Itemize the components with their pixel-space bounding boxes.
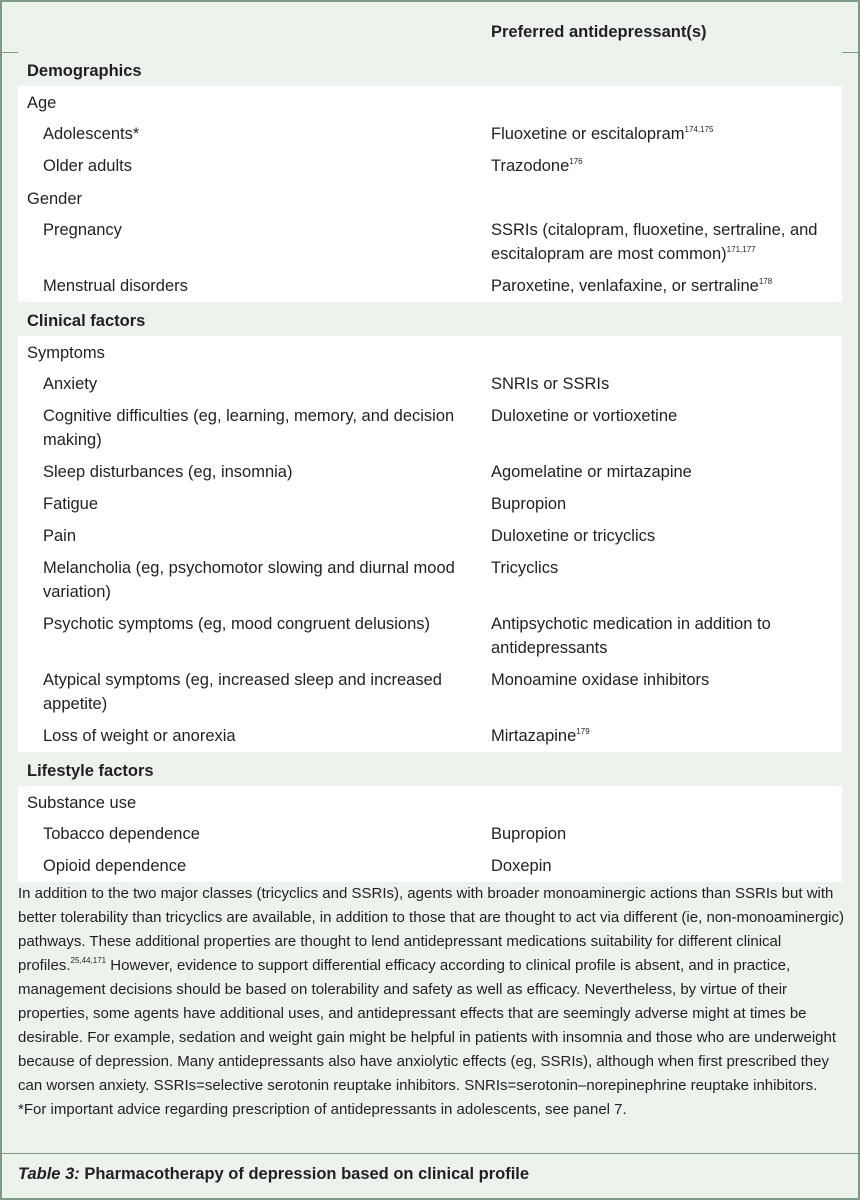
row-factor: Opioid dependence xyxy=(43,857,187,875)
row-factor: Anxiety xyxy=(43,375,98,393)
table-row xyxy=(18,400,842,456)
caption-label: Table 3: xyxy=(18,1165,80,1183)
drug-refs: 176 xyxy=(569,157,583,166)
row-factor: Tobacco dependence xyxy=(43,825,200,843)
drug-text: SNRIs or SSRIs xyxy=(491,375,610,393)
caption-text: Pharmacotherapy of depression based on clinical profile xyxy=(79,1165,530,1183)
table-row xyxy=(18,368,842,400)
drug-text: Fluoxetine or escitalopram xyxy=(491,125,685,143)
drug-text: Monoamine oxidase inhibitors xyxy=(491,671,710,689)
subgroup-heading: Gender xyxy=(18,182,842,214)
row-drug xyxy=(491,218,836,266)
table-row xyxy=(18,270,842,302)
drug-refs: 178 xyxy=(758,277,773,286)
row-drug xyxy=(491,854,836,878)
table-row xyxy=(18,150,842,182)
row-factor: Older adults xyxy=(43,157,132,175)
row-factor: Atypical symptoms (eg, increased sleep and increased appetite) xyxy=(43,671,442,713)
section-heading: Lifestyle factors xyxy=(18,752,842,786)
table-row xyxy=(18,608,842,664)
footnote-refs: 25,44,171 xyxy=(70,956,107,965)
table-row xyxy=(18,850,842,882)
table-row xyxy=(18,720,842,752)
table-row xyxy=(18,456,842,488)
table-row xyxy=(18,818,842,850)
drug-refs: 179 xyxy=(576,727,590,736)
table-row xyxy=(18,552,842,608)
table-footnote xyxy=(18,882,848,1122)
row-drug xyxy=(491,372,836,396)
row-factor: Adolescents* xyxy=(43,125,140,143)
row-drug xyxy=(491,556,836,580)
row-factor: Cognitive difficulties (eg, learning, memory, and decision making) xyxy=(43,407,455,449)
drug-text: Agomelatine or mirtazapine xyxy=(491,463,692,481)
row-factor: Pain xyxy=(43,527,77,545)
row-factor: Psychotic symptoms (eg, mood congruent delusions) xyxy=(43,615,431,633)
table-body xyxy=(18,52,842,882)
drug-text: Mirtazapine xyxy=(491,727,577,745)
table-caption xyxy=(18,1165,529,1184)
row-drug xyxy=(491,492,836,516)
row-drug xyxy=(491,460,836,484)
row-drug xyxy=(491,724,836,748)
subgroup-heading: Symptoms xyxy=(18,336,842,368)
subgroup-heading: Age xyxy=(18,86,842,118)
row-drug xyxy=(491,274,836,298)
row-drug xyxy=(491,122,836,146)
drug-text: Antipsychotic medication in addition to antidepressants xyxy=(491,615,771,657)
row-factor: Menstrual disorders xyxy=(43,277,188,295)
drug-text: Trazodone xyxy=(491,157,570,175)
row-drug xyxy=(491,612,836,660)
table-row xyxy=(18,664,842,720)
drug-text: Tricyclics xyxy=(491,559,559,577)
table-header xyxy=(2,2,858,53)
drug-refs: 171,177 xyxy=(726,245,756,254)
table-row xyxy=(18,118,842,150)
table-row xyxy=(18,520,842,552)
drug-text: Duloxetine or tricyclics xyxy=(491,527,656,545)
footnote-text-1: In addition to the two major classes (tricyclics and SSRIs), agents with broader monoaminergic actions than SSRIs but with better tolerability than tricyclics are available, in addition to those that are thought to act via different (ie, non-monoaminergic) pathways. These additional properties are thought to lend antidepressant medications suitability for different clinical profiles. xyxy=(18,885,845,974)
section-heading: Demographics xyxy=(18,52,842,86)
column-header-preferred-antidepressants: Preferred antidepressant(s) xyxy=(491,23,707,41)
row-drug xyxy=(491,822,836,846)
row-drug xyxy=(491,404,836,428)
caption-divider xyxy=(2,1153,858,1154)
drug-refs: 174,175 xyxy=(684,125,714,134)
drug-text: Doxepin xyxy=(491,857,552,875)
row-drug xyxy=(491,524,836,548)
row-factor: Sleep disturbances (eg, insomnia) xyxy=(43,463,293,481)
row-factor: Loss of weight or anorexia xyxy=(43,727,236,745)
row-drug xyxy=(491,668,836,692)
footnote-text-2: However, evidence to support differential efficacy according to clinical profile is absent, and in practice, management decisions should be based on tolerability and safety as well as efficacy. Nevertheless, by virtue of their properties, some agents have additional uses, and antidepressant effects that are seemingly adverse might at times be desirable. For example, sedation and weight gain might be helpful in patients with insomnia and those who are underweight because of depression. Many antidepressants also have anxiolytic effects (eg, SSRIs), although when first prescribed they can worsen anxiety. SSRIs=selective serotonin reuptake inhibitors. SNRIs=serotonin–norepinephrine reuptake inhibitors. *For important advice regarding prescription of antidepressants in adolescents, see panel 7. xyxy=(18,957,836,1118)
row-factor: Melancholia (eg, psychomotor slowing and diurnal mood variation) xyxy=(43,559,455,601)
drug-text: Duloxetine or vortioxetine xyxy=(491,407,678,425)
table-row xyxy=(18,488,842,520)
row-factor: Pregnancy xyxy=(43,221,122,239)
drug-text: SSRIs (citalopram, fluoxetine, sertraline, and escitalopram are most common) xyxy=(491,221,818,263)
row-drug xyxy=(491,154,836,178)
table-row xyxy=(18,214,842,270)
section-heading: Clinical factors xyxy=(18,302,842,336)
subgroup-heading: Substance use xyxy=(18,786,842,818)
drug-text: Paroxetine, venlafaxine, or sertraline xyxy=(491,277,759,295)
drug-text: Bupropion xyxy=(491,495,567,513)
drug-text: Bupropion xyxy=(491,825,567,843)
row-factor: Fatigue xyxy=(43,495,99,513)
